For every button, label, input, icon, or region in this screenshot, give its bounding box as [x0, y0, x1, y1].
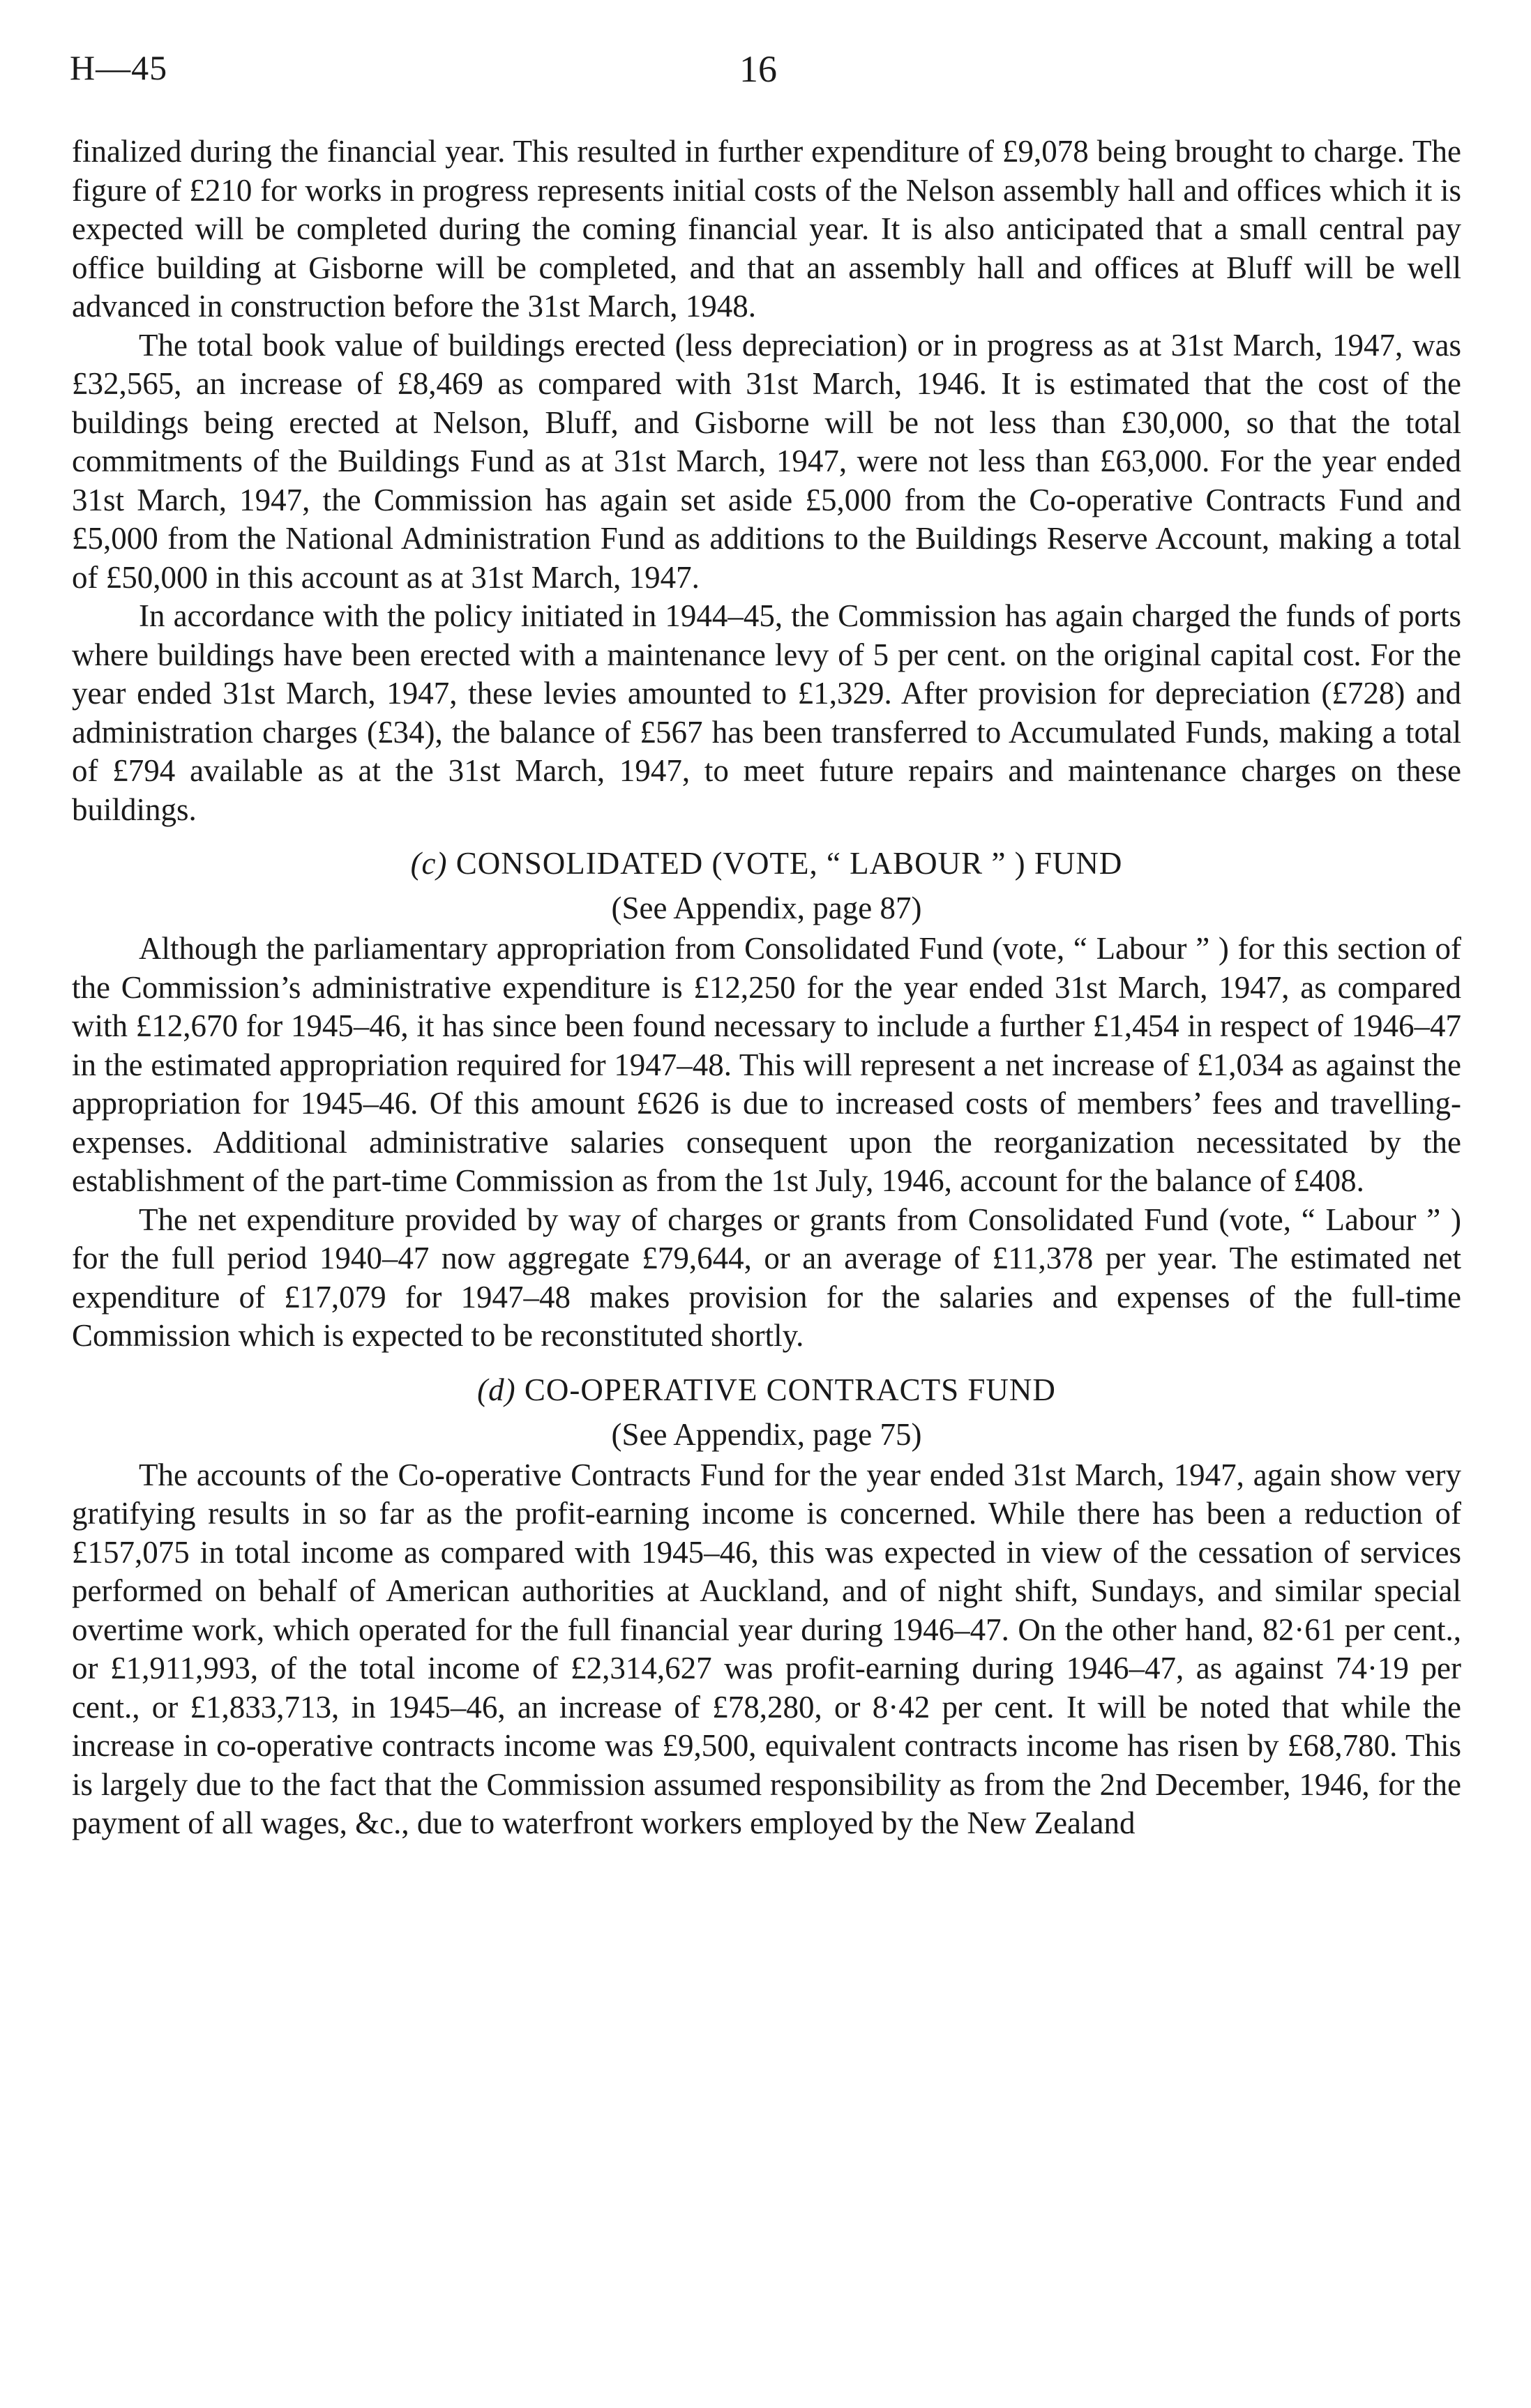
paragraph: The total book value of buildings erected (less depreciation) or in progress as at 31st March, 1947, was £32,565, an increase of £8,469 as compared with 31st March, 1946. It is estimated that the cost of the buildings being erected at Nelson, Bluff, and Gisborne will be not less than £30,000, so that the total commitments of the Buildings Fund as at 31st March, 1947, were not less than £63,000. For the year ended 31st March, 1947, the Commission has again set aside £5,000 from the Co-operative Contracts Fund and £5,000 from the National Administration Fund as additions to the Buildings Reserve Account, making a total of £50,000 in this account as at 31st March, 1947.: [72, 327, 1461, 595]
paragraph: The accounts of the Co-operative Contracts Fund for the year ended 31st March, 1947, again show very gratifying results in so far as the profit-earning income is concerned. While there has been a reduction of £157,075 in total income as compared with 1945–46, this was expected in view of the cessation of services performed on behalf of American authorities at Auckland, and of night shift, Sundays, and similar special overtime work, which operated for the full financial year during 1946–47. On the other hand, 82·61 per cent., or £1,911,993, of the total income of £2,314,627 was profit-earning during 1946–47, as against 74·19 per cent., or £1,833,713, in 1945–46, an increase of £78,280, or 8·42 per cent. It will be noted that while the increase in co-operative contracts income was £9,500, equivalent contracts income has risen by £68,780. This is largely due to the fact that the Commission assumed responsibility as from the 2nd December, 1946, for the payment of all wages, &c., due to waterfront workers employed by the New Zealand: [72, 1457, 1461, 1840]
section-d-heading: [72, 1370, 1461, 1410]
section-d-subtitle: (See Appendix, page 75): [611, 1416, 922, 1452]
section-c-title: CONSOLIDATED (VOTE, “ LABOUR ” ) FUND: [455, 846, 1123, 881]
paragraph: In accordance with the policy initiated in 1944–45, the Commission has again charged the funds of ports where buildings have been erected with a maintenance levy of 5 per cent. on the original capital cost. For the year ended 31st March, 1947, these levies amounted to £1,329. After provision for depreciation (£728) and administration charges (£34), the balance of £567 has been transferred to Accumulated Funds, making a total of £794 available as at the 31st March, 1947, to meet future repairs and maintenance charges on these buildings.: [72, 598, 1461, 827]
section-c-subtitle: (See Appendix, page 87): [611, 891, 922, 925]
section-c-letter: (c): [410, 846, 448, 881]
page-header: [70, 47, 1465, 103]
page-body: [72, 132, 1461, 1843]
paragraph: Although the parliamentary appropriation from Consolidated Fund (vote, “ Labour ” ) for this section of the Commission’s administrative expenditure is £12,250 for the year ended 31st March, 1947, as compared with £12,670 for 1945–46, it has since been found necessary to include a further £1,454 in respect of 1946–47 in the estimated appropriation required for 1947–48. This will represent a net increase of £1,034 as against the appropriation for 1945–46. Of this amount £626 is due to increased costs of members’ fees and travelling-expenses. Additional administrative salaries consequent upon the reorganization necessitated by the establishment of the part-time Commission as from the 1st July, 1946, account for the balance of £408.: [72, 931, 1461, 1198]
paragraph: The net expenditure provided by way of charges or grants from Consolidated Fund (vote, “ Labour ” ) for the full period 1940–47 now aggregate £79,644, or an average of £11,378 per year. The estimated net expenditure of £17,079 for 1947–48 makes provision for the salaries and expenses of the full-time Commission which is expected to be reconstituted shortly.: [72, 1202, 1461, 1353]
section-d-letter: (d): [477, 1372, 516, 1407]
section-d-title: CO-OPERATIVE CONTRACTS FUND: [524, 1372, 1056, 1407]
document-reference: H—45: [70, 48, 168, 87]
page-number: 16: [739, 48, 777, 90]
section-c-heading: [72, 843, 1461, 884]
paragraph: finalized during the financial year. This resulted in further expenditure of £9,078 being brought to charge. The figure of £210 for works in progress represents initial costs of the Nelson assembly hall and offices which it is expected will be completed during the coming financial year. It is also anticipated that a small central pay office building at Gisborne will be completed, and that an assembly hall and offices at Bluff will be well advanced in construction before the 31st March, 1948.: [72, 134, 1461, 324]
